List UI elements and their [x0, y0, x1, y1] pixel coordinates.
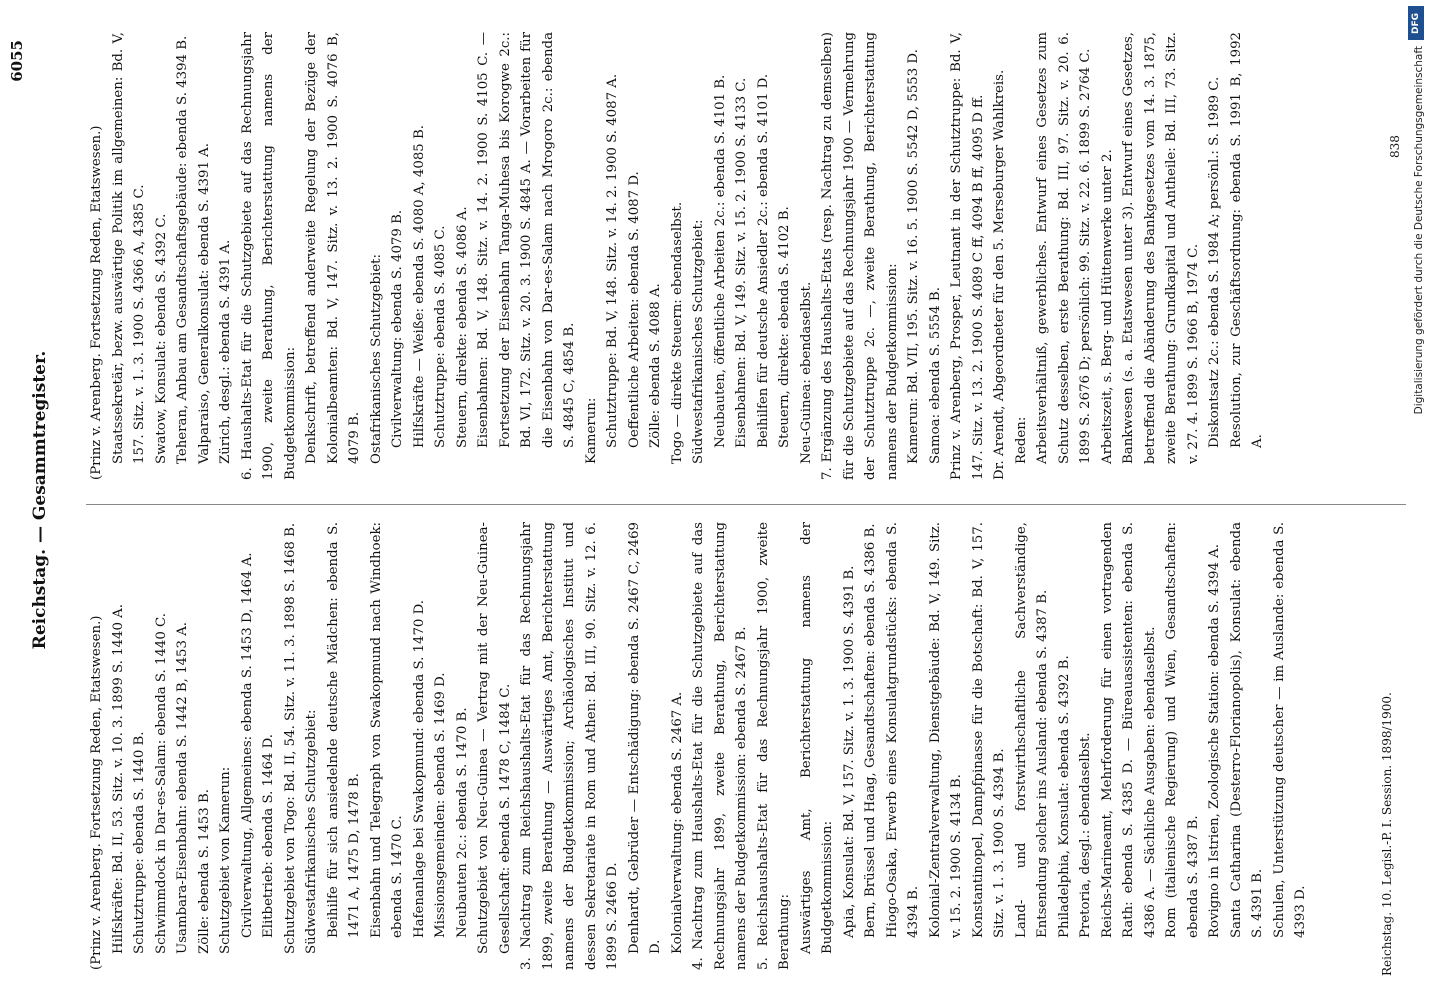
entry-text: Schutztruppe: ebenda S. 4085 C.: [433, 225, 448, 448]
page-header: Reichstag. — Gesammtregister.: [30, 350, 50, 650]
entry-text: 6. Haushalts-Etat für die Schutzgebiete auf das Rechnungsjahr 1900, zweite Berathung, Berichterstattung namens der Budgetkommission:: [239, 27, 298, 480]
entry-text: Schwimmdock in Dar-es-Salam: ebenda S. 1440 C.: [153, 613, 169, 954]
entry-text: Denhardt, Gebrüder — Entschädigung: ebenda S. 2467 C, 2469 D.: [626, 517, 663, 954]
entry-text: Elitbetrieb: ebenda S. 1464 D.: [261, 733, 276, 938]
entry-text: Kolonial-Zentralverwaltung, Dienstgebäude: Bd. V, 149. Sitz. v. 15. 2. 1900 S. 4134 B.: [927, 517, 964, 938]
entry-text: 5. Reichshaushalts-Etat für das Rechnungsjahr 1900, zweite Berathung:: [755, 517, 792, 970]
entry-text: 7. Ergänzung des Haushalts-Etats (resp. Nachtrag zu demselben) für die Schutzgebiete auf das Rechnungsjahr 1900 — Vermehrung der Schutztruppe 2c. —, zweite Berathung, Berichterstattung namens der Budgetkommission:: [820, 27, 900, 480]
digitization-credit: Digitalisierung gefördert durch die Deutsche Forschungsgemeinschaft: [1413, 46, 1425, 415]
entry-text: Ostafrikanisches Schutzgebiet:: [368, 254, 384, 464]
entry-text: Zölle: ebenda S. 1453 B.: [196, 789, 212, 954]
entry-text: Usambara-Eisenbahn: ebenda S. 1442 B, 1453 A.: [175, 621, 190, 954]
entry-text: Neubauten, öffentliche Arbeiten 2c.: ebenda S. 4101 B.: [712, 74, 728, 448]
entry-text: Dr. Arendt, Abgeordneter für den 5. Merseburger Wahlkreis.: [992, 69, 1007, 480]
entry-text: Südwestafrikanisches Schutzgebiet:: [691, 219, 706, 464]
entry-text: Steuern, direkte: ebenda S. 4086 A.: [454, 206, 470, 448]
entry-text: Zölle: ebenda S. 4088 A.: [648, 283, 663, 448]
entry-text: Eisenbahn und Telegraph von Swakopmund nach Windhoek: ebenda S. 1470 C.: [368, 517, 405, 938]
entry-text: Philadelphia, Konsulat: ebenda S. 4392 B.: [1056, 655, 1072, 938]
entry-text: Pretoria, desgl.: ebendaselbst.: [1078, 732, 1093, 938]
entry-text: 3. Nachtrag zum Reichshaushalts-Etat für das Rechnungsjahr 1899, zweite Berathung — Auswärtiges Amt, Berichterstattung namens der Budgetkommission; Archäologisches Institut und dessen Sekretariate in Rom und Athen: Bd. III, 90. Sitz. v. 12. 6. 1899 S. 2466 D.: [519, 517, 620, 970]
digitization-sidebar: [1408, 0, 1430, 1000]
entry-text: Hiogo-Osaka, Erwerb eines Konsulatgrundstücks: ebenda S. 4394 B.: [884, 517, 921, 938]
entry-text: Schutztruppe: ebenda S. 1440 B.: [132, 731, 147, 954]
entry-text: (Prinz v. Arenberg. Fortsetzung Reden, Etatswesen.): [89, 125, 104, 480]
entry-text: Missionsgemeinden: ebenda S. 1469 D.: [433, 672, 448, 938]
entry-text: Swatow, Konsulat: ebenda S. 4392 C.: [153, 213, 169, 464]
entry-text: Eisenbahnen: Bd. V, 149. Sitz. v. 15. 2. 1900 S. 4133 C.: [734, 77, 749, 448]
entry-text: Schutzgebiet von Togo: Bd. II, 54. Sitz. v. 11. 3. 1898 S. 1468 B.: [282, 522, 298, 954]
entry-text: Rovigno in Istrien, Zoologische Station: ebenda S. 4394 A.: [1207, 544, 1222, 938]
entry-text: Kamerun: Bd. VII, 195. Sitz. v. 16. 5. 1900 S. 5542 D, 5553 D.: [906, 49, 921, 464]
entry-text: Valparaiso, Generalkonsulat: ebenda S. 4391 A.: [196, 143, 212, 464]
entry-text: Civilverwaltung, Allgemeines: ebenda S. 1453 D, 1464 A.: [239, 552, 255, 938]
footer-session: Reichstag. 10. Legisl.-P. I. Session. 1898/1900.: [1380, 692, 1394, 976]
entry-text: Samoa: ebenda S. 5554 B.: [927, 287, 943, 464]
entry-text: Diskontsatz 2c.: ebenda S. 1984 A; persönl.: S. 1989 C.: [1207, 76, 1222, 448]
dfg-logo-icon: DFG: [1408, 6, 1424, 40]
entry-text: Denkschrift, betreffend anderweite Regelung der Bezüge der Kolonialbeamten: Bd. V, 147. Sitz. v. 13. 2. 1900 S. 4076 B, 4079 B.: [304, 27, 362, 464]
right-column: [86, 27, 1269, 480]
entry-text: Schulen, Unterstützung deutscher — im Auslande: ebenda S. 4393 D.: [1271, 517, 1308, 938]
footer-number: 838: [1388, 135, 1402, 158]
entry-text: Schutzgebiet von Kamerun:: [218, 766, 233, 954]
entry-text: Reden:: [1013, 416, 1029, 464]
entry-text: Arbeitszeit, s. Berg- und Hüttenwerke unter 2.: [1099, 149, 1115, 464]
entry-text: Teheran, Anbau am Gesandtschaftsgebäude: ebenda S. 4394 B.: [175, 35, 190, 464]
entry-text: Konstantinopel, Dampfpinasse für die Botschaft: Bd. V, 157. Sitz. v. 1. 3. 1900 S. 4394 B.: [970, 517, 1007, 938]
entry-text: Hafenanlage bei Swakopmund: ebenda S. 1470 D.: [411, 599, 427, 938]
entry-text: Bankwesen (s. a. Etatswesen unter 3). Entwurf eines Gesetzes, betreffend die Abänderung des Bankgesetzes vom 14. 3. 1875, zweite Berathung: Grundkapital und Antheile: Bd. III, 73. Sitz. v. 27. 4. 1899 S. 1966 B, 1974 C.: [1121, 27, 1201, 464]
entry-text: Beihilfe für sich ansiedelnde deutsche Mädchen: ebenda S. 1471 A, 1475 D, 1478 B.: [325, 517, 362, 938]
entry-text: Steuern, direkte: ebenda S. 4102 B.: [777, 206, 792, 448]
entry-text: Land- und forstwirthschaftliche Sachverständige, Entsendung solcher ins Ausland: ebenda S. 4387 B.: [1013, 517, 1050, 938]
entry-text: Kolonialverwaltung: ebenda S. 2467 A.: [669, 691, 685, 954]
entry-text: Arbeitsverhältniß, gewerbliches. Entwurf eines Gesetzes zum Schutz desselben, erste Berathung: Bd. III, 97. Sitz. v. 20. 6. 1899 S. 2676 D; persönlich: 99. Sitz. v. 22. 6. 1899 S. 2764 C.: [1035, 27, 1093, 464]
entry-text: Staatssekretär, bezw. auswärtige Politik im allgemeinen: Bd. V, 157. Sitz. v. 1. 3. 1900 S. 4366 A, 4385 C.: [110, 27, 147, 464]
entry-text: (Prinz v. Arenberg. Fortsetzung Reden, Etatswesen.): [89, 615, 104, 970]
entry-text: Hilfskräfte — Weiße: ebenda S. 4080 A, 4085 B.: [411, 125, 427, 448]
page-number: 6055: [8, 40, 26, 82]
entry-text: Bern, Brüssel und Haag, Gesandtschaften: ebenda S. 4386 B.: [863, 523, 878, 938]
entry-text: Togo — direkte Steuern: ebendaselbst.: [669, 201, 685, 464]
entry-text: 4. Nachtrag zum Haushalts-Etat für die Schutzgebiete auf das Rechnungsjahr 1899, zweite Berathung, Berichterstattung namens der Budgetkommission: ebenda S. 2467 B.: [691, 517, 749, 970]
entry-text: Resolution, zur Geschäftsordnung: ebenda S. 1991 B, 1992 A.: [1228, 27, 1265, 448]
entry-text: Südwestafrikanisches Schutzgebiet:: [304, 709, 319, 954]
entry-text: Kamerun:: [583, 397, 599, 464]
entry-text: Oeffentliche Arbeiten: ebenda S. 4087 D.: [626, 171, 642, 448]
entry-text: Rom (italienische Regierung) und Wien, Gesandtschaften: ebenda S. 4387 B.: [1164, 517, 1201, 938]
column-divider: [86, 504, 1406, 505]
entry-text: Schutztruppe: Bd. V, 148. Sitz. v. 14. 2. 1900 S. 4087 A.: [605, 73, 620, 448]
entry-text: Civilverwaltung: ebenda S. 4079 B.: [390, 209, 405, 448]
entry-text: Santa Catharina (Desterro-Florianopolis), Konsulat: ebenda S. 4391 B.: [1228, 517, 1265, 938]
entry-text: Schutzgebiet von Neu-Guinea — Vertrag mit der Neu-Guinea-Gesellschaft: ebenda S. 1478 C, 1484 C.: [476, 522, 513, 954]
entry-text: Reichs-Marineamt, Mehrforderung für einen vortragenden Rath: ebenda S. 4385 D. — Büreauassistenten: ebenda S. 4386 A. — Sächliche Ausgaben: ebendaselbst.: [1099, 517, 1158, 938]
entry-text: Neubauten 2c.: ebenda S. 1470 B.: [454, 707, 470, 938]
entry-text: Beihilfen für deutsche Ansiedler 2c.: ebenda S. 4101 D.: [755, 73, 771, 448]
left-column: [86, 517, 1312, 970]
entry-text: Prinz v. Arenberg, Prosper, Leutnant in der Schutztruppe: Bd. V, 147. Sitz. v. 13. 2. 1900 S. 4089 C ff, 4094 B ff, 4095 D ff.: [949, 27, 986, 480]
entry-text: Apia, Konsulat: Bd. V, 157. Sitz. v. 1. 3. 1900 S. 4391 B.: [841, 565, 857, 938]
entry-text: Zürich, desgl.: ebenda S. 4391 A.: [218, 239, 233, 464]
entry-text: Eisenbahnen: Bd. V, 148. Sitz. v. 14. 2. 1900 S. 4105 C. — Fortsetzung der Eisenbahn Tanga-Muhesa bis Korogwe 2c.: Bd. VI, 172. Sitz. v. 20. 3. 1900 S. 4845 A. — Vorarbeiten für die Eisenbahn von Dar-es-Salam nach Mrogoro 2c.: ebenda S. 4845 C, 4854 B.: [476, 27, 577, 448]
entry-text: Hilfskräfte: Bd. II, 53. Sitz. v. 10. 3. 1899 S. 1440 A.: [110, 604, 126, 954]
entry-text: Neu-Guinea: ebendaselbst.: [798, 281, 814, 464]
entry-text: Auswärtiges Amt, Berichterstattung namens der Budgetkommission:: [798, 517, 835, 954]
